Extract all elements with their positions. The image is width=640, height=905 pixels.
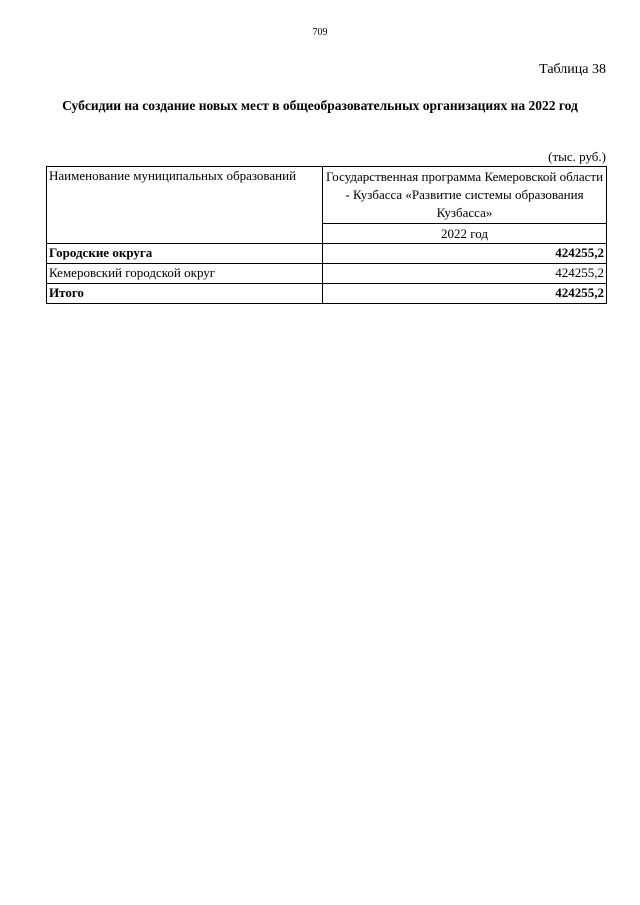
table-row-kemerovo <box>47 264 607 284</box>
row-value: 424255,2 <box>323 244 607 264</box>
row-name: Кемеровский городской округ <box>47 264 323 284</box>
table-label: Таблица 38 <box>539 62 606 77</box>
page-number: 709 <box>312 27 328 38</box>
row-value: 424255,2 <box>323 264 607 284</box>
table-header-row <box>47 167 607 224</box>
row-value: 424255,2 <box>323 284 607 304</box>
header-year: 2022 год <box>323 224 607 244</box>
document-title: Субсидии на создание новых мест в общеобразовательных организациях на 2022 год <box>62 98 578 113</box>
table-row-total <box>47 284 607 304</box>
row-name: Городские округа <box>47 244 323 264</box>
header-municipality: Наименование муниципальных образований <box>47 167 323 244</box>
header-program: Государственная программа Кемеровской области - Кузбасса «Развитие системы образования Кузбасса» <box>323 167 607 224</box>
subsidy-table <box>46 166 607 304</box>
units-label: (тыс. руб.) <box>548 149 606 164</box>
table-row-urban-districts <box>47 244 607 264</box>
row-name: Итого <box>47 284 323 304</box>
